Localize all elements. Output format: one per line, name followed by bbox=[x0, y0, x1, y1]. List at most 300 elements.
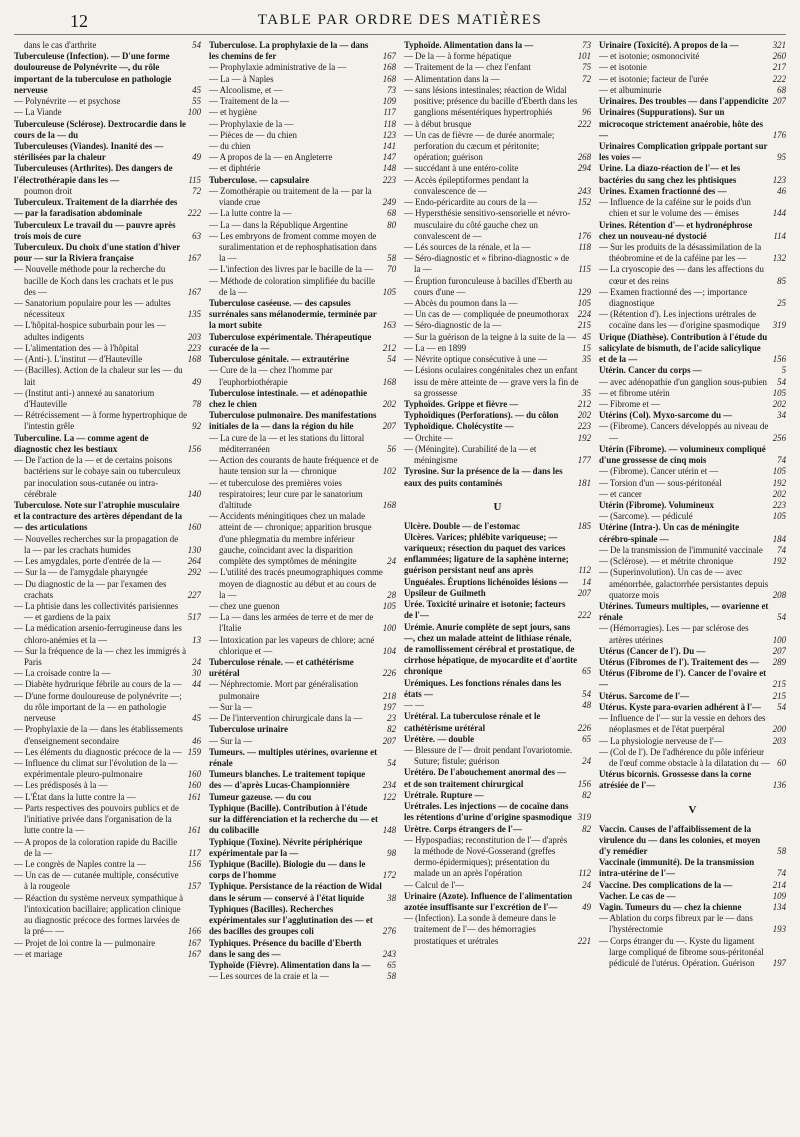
entry-text: — La médication arsenio-ferrugineuse dans les chloro-anémies et la — bbox=[14, 623, 182, 645]
index-entry bbox=[404, 521, 591, 532]
entry-text: — Éruption furonculeuse à bacilles d'Eberth au cours d'une — bbox=[404, 275, 573, 297]
index-entry bbox=[209, 567, 396, 601]
index-entry bbox=[14, 623, 201, 645]
entry-text: — Prophylaxie de la — bbox=[209, 118, 294, 129]
entry-text: — (Fibrome). Cancer utérin et — bbox=[599, 466, 719, 477]
entry-text: Utérus (Fibrome de l'). Cancer de l'ovaire et — bbox=[599, 668, 767, 690]
entry-text: — Les sources de la craie et la — bbox=[209, 971, 329, 982]
index-entry bbox=[209, 803, 396, 837]
index-entry bbox=[14, 938, 201, 949]
index-entry bbox=[404, 410, 591, 421]
entry-text: — Hypospadias; reconstitution de l'— d'après la méthode de Nové-Gosserand (greffes dermo-épidermiques); présentation du malade un an après l'opération bbox=[404, 834, 568, 879]
entry-text: — D'une forme douloureuse de polynévrite —; du rôle important de la — en pathologie nerveuse bbox=[14, 690, 182, 724]
index-entry bbox=[209, 208, 396, 219]
index-entry bbox=[14, 792, 201, 803]
entry-text: Tumeurs. — multiples utérines, ovarienne et rénale bbox=[209, 746, 378, 768]
entry-text: — De la transmission de l'immunité vaccinale bbox=[599, 544, 763, 555]
index-entry bbox=[404, 309, 591, 320]
entry-text: Tuberculose rénale. — et cathétérisme urétéral bbox=[209, 657, 354, 679]
entry-text: — et albuminurie bbox=[599, 84, 662, 95]
entry-page-ref: 118 bbox=[383, 118, 396, 129]
entry-text: Tuberculose urinaire bbox=[209, 724, 288, 735]
index-column-1 bbox=[14, 40, 201, 1125]
entry-text: — (Superinvolution). Un cas de — avec aménorrhée, galactorrhée persistantes depuis quatorze mois bbox=[599, 567, 769, 600]
index-entry bbox=[14, 837, 201, 859]
entry-page-ref: 109 bbox=[772, 890, 786, 901]
entry-page-ref: 100 bbox=[382, 623, 396, 634]
page-number: 12 bbox=[70, 11, 88, 31]
index-entry bbox=[404, 276, 591, 298]
index-entry bbox=[209, 938, 396, 960]
entry-text: — et diphtérie bbox=[209, 163, 261, 174]
entry-page-ref: 163 bbox=[382, 320, 396, 331]
entry-page-ref: 14 bbox=[582, 576, 591, 587]
entry-page-ref: 96 bbox=[582, 107, 591, 118]
index-entry bbox=[404, 891, 591, 913]
index-entry bbox=[14, 388, 201, 410]
entry-text: — Les embryons de froment comme moyen de suralimentation et de rephosphatisation dans la — bbox=[209, 230, 377, 264]
entry-text: Typhique (Bacille). Contribution à l'étude sur la différenciation et la recherche du — et du colibacille bbox=[209, 802, 378, 836]
index-entry bbox=[209, 388, 396, 410]
entry-text: — Prophylaxie de la — dans les établissements d'enseignement secondaire bbox=[14, 724, 183, 746]
index-entry bbox=[209, 724, 396, 735]
entry-text: — (Méningite). Curabilité de la — et méningisme bbox=[404, 443, 537, 466]
entry-text: — La phtisie dans les collectivités parisiennes — et gardiens de la paix bbox=[14, 600, 179, 623]
entry-page-ref: 177 bbox=[577, 455, 591, 466]
entry-text: — et isotonie; osmonocivité bbox=[599, 51, 700, 62]
entry-page-ref: 74 bbox=[777, 868, 786, 879]
entry-text: — Projet de loi contre la — pulmonaire bbox=[14, 937, 156, 948]
entry-text: — La cure de la — et les stations du littoral méditerranéen bbox=[209, 432, 365, 454]
entry-text: Urée. Toxicité urinaire et isotonie; facteurs de l'— bbox=[404, 599, 566, 621]
entry-page-ref: 147 bbox=[382, 152, 396, 163]
entry-text: — De la — à forme hépatique bbox=[404, 51, 512, 62]
entry-page-ref: 104 bbox=[382, 645, 396, 656]
entry-page-ref: 28 bbox=[387, 589, 396, 600]
entry-text: — Nouvelle méthode pour la recherche du bacille de Koch dans les crachats et le pus des — bbox=[14, 264, 174, 297]
entry-page-ref: 65 bbox=[582, 666, 591, 677]
index-entry bbox=[209, 736, 396, 747]
index-entry bbox=[14, 668, 201, 679]
entry-text: — Lésions oculaires congénitales chez un enfant issu de mère atteinte de — grave vers la fin de sa grossesse bbox=[404, 365, 579, 398]
entry-page-ref: 168 bbox=[382, 73, 396, 84]
entry-text: — (Fibrome). Cancers développés au niveau de — bbox=[599, 421, 769, 443]
entry-page-ref: 101 bbox=[577, 51, 591, 62]
index-entry bbox=[404, 588, 591, 599]
index-entry bbox=[404, 85, 591, 119]
entry-page-ref: 135 bbox=[187, 309, 201, 320]
entry-text: Typhique. Persistance de la réaction de Widal dans le sérum — conservé à l'état liquide bbox=[209, 881, 382, 903]
entry-text: — Sur les produits de la désassimilation de la théobromine et de la caféine par les — bbox=[599, 241, 762, 264]
entry-page-ref: 234 bbox=[382, 780, 396, 791]
index-entry bbox=[209, 511, 396, 567]
entry-page-ref: 82 bbox=[387, 724, 396, 735]
entry-page-ref: 123 bbox=[382, 129, 396, 140]
entry-page-ref: 223 bbox=[772, 499, 786, 510]
entry-text: — Sur la guérison de la teigne à la suite de la — bbox=[404, 331, 577, 342]
entry-text: — (Anti-). L'institut — d'Hauteville bbox=[14, 354, 143, 365]
index-entry bbox=[599, 936, 786, 970]
index-entry bbox=[599, 399, 786, 410]
entry-page-ref: 105 bbox=[382, 286, 396, 297]
entry-page-ref: 202 bbox=[577, 410, 591, 421]
entry-page-ref: 49 bbox=[192, 152, 201, 163]
index-entry bbox=[599, 365, 786, 376]
entry-page-ref: 72 bbox=[582, 73, 591, 84]
entry-page-ref: 105 bbox=[772, 387, 786, 398]
entry-page-ref: 117 bbox=[383, 107, 396, 118]
index-entry bbox=[404, 421, 591, 432]
index-entry bbox=[599, 747, 786, 769]
entry-page-ref: 192 bbox=[772, 556, 786, 567]
entry-page-ref: 44 bbox=[192, 679, 201, 690]
entry-page-ref: 5 bbox=[781, 365, 786, 376]
entry-page-ref: 249 bbox=[382, 197, 396, 208]
index-entry bbox=[599, 824, 786, 858]
section-letter: U bbox=[493, 500, 502, 513]
index-entry bbox=[404, 700, 591, 711]
index-entry bbox=[599, 377, 786, 388]
index-entry bbox=[599, 242, 786, 264]
entry-text: — succédant à une entéro-colite bbox=[404, 163, 519, 174]
entry-text: Vaccinale (immunité). De la transmission intra-utérine de l'— bbox=[599, 857, 755, 879]
index-entry bbox=[404, 824, 591, 835]
index-entry bbox=[404, 62, 591, 73]
index-columns bbox=[14, 40, 786, 1125]
entry-page-ref: 260 bbox=[772, 51, 786, 62]
entry-page-ref: 123 bbox=[772, 174, 786, 185]
index-entry bbox=[599, 891, 786, 902]
entry-page-ref: 25 bbox=[777, 298, 786, 309]
index-entry bbox=[209, 220, 396, 231]
index-entry bbox=[209, 40, 396, 62]
entry-text: — De l'action de la — et de certains poisons bactériens sur le cobaye sain ou tuberculeux par inoculation sous-cutanée ou intra-cérébrale bbox=[14, 455, 181, 499]
index-entry bbox=[404, 163, 591, 174]
entry-text: — sans lésions intestinales; réaction de Widal positive; présence du bacille d'Eberth dans les ganglions mésentériques hypertrophiés bbox=[404, 84, 578, 118]
entry-page-ref: 54 bbox=[192, 40, 201, 50]
index-entry bbox=[599, 332, 786, 366]
entry-text: — De l'intervention chirurgicale dans la — bbox=[209, 713, 363, 724]
entry-page-ref: 38 bbox=[387, 892, 396, 903]
entry-page-ref: 203 bbox=[187, 331, 201, 342]
entry-text: — A propos de la coloration rapide du Bacille de la — bbox=[14, 836, 178, 858]
entry-page-ref: 54 bbox=[387, 758, 396, 768]
entry-text: Tuberculeux. Du choix d'une station d'hiver pour — sur la Riviera française bbox=[14, 241, 181, 264]
index-entry bbox=[404, 622, 591, 678]
entry-page-ref: 168 bbox=[382, 62, 396, 73]
entry-text: Urique (Diathèse). Contribution à l'étude du salicylate de bismuth, de l'acide salicylique et de la — bbox=[599, 331, 768, 365]
index-entry bbox=[599, 545, 786, 556]
entry-text: — et fibrome utérin bbox=[599, 387, 670, 398]
entry-text: Typhique (Toxine). Névrite périphérique expérimentale par la — bbox=[209, 836, 363, 858]
entry-page-ref: 92 bbox=[192, 421, 201, 432]
index-entry bbox=[599, 197, 786, 219]
index-entry bbox=[599, 62, 786, 73]
entry-page-ref: 54 bbox=[777, 376, 786, 387]
entry-page-ref: 207 bbox=[577, 587, 591, 598]
entry-page-ref: 24 bbox=[582, 879, 591, 890]
entry-page-ref: 218 bbox=[382, 690, 396, 701]
index-entry bbox=[209, 152, 396, 163]
index-entry bbox=[209, 713, 396, 724]
index-entry bbox=[14, 724, 201, 746]
index-entry bbox=[404, 332, 591, 343]
entry-text: — Examen fractionné des —; importance diagnostique bbox=[599, 286, 748, 309]
entry-text: — La cryoscopie des — dans les affections du cœur et des reins bbox=[599, 264, 764, 286]
index-entry bbox=[209, 74, 396, 85]
index-entry bbox=[404, 399, 591, 410]
entry-page-ref: 30 bbox=[192, 668, 201, 679]
entry-text: Typhoïdique. Cholécystite — bbox=[404, 421, 514, 432]
entry-text: — L'alimentation des — à l'hôpital bbox=[14, 342, 139, 353]
entry-text: — La — dans les armées de terre et de mer de l'Italie bbox=[209, 612, 374, 634]
entry-page-ref: 202 bbox=[772, 399, 786, 409]
entry-text: Tuberculose caséeuse. — des capsules surrénales sans mélanodermie, terminée par la mort subite bbox=[209, 298, 377, 331]
entry-page-ref: 226 bbox=[382, 668, 396, 679]
entry-page-ref: 68 bbox=[777, 84, 786, 95]
entry-text: — Corps étranger du —. Kyste du ligament large compliqué de fibrome sous-péritonéal pédiculé de l'utérus. Opération. Guérison bbox=[599, 935, 764, 969]
entry-text: — Sur la — de l'amygdale pharyngée bbox=[14, 567, 148, 578]
entry-text: — Influence de la caféine sur le poids d'un chien et sur le volume des — émises bbox=[599, 197, 751, 219]
entry-page-ref: 58 bbox=[777, 845, 786, 856]
entry-text: Utérus bicornis. Grossesse dans la corne atrésiée de l'— bbox=[599, 769, 752, 791]
entry-text: — Sur la — bbox=[209, 735, 253, 746]
index-entry bbox=[14, 220, 201, 242]
index-entry bbox=[599, 880, 786, 891]
entry-page-ref: 24 bbox=[192, 657, 201, 668]
index-entry bbox=[209, 96, 396, 107]
section-letter: V bbox=[688, 803, 697, 816]
entry-page-ref: 212 bbox=[382, 342, 396, 353]
entry-page-ref: 49 bbox=[582, 902, 591, 913]
entry-page-ref: 256 bbox=[772, 432, 786, 443]
entry-text: poumon droit bbox=[24, 185, 73, 196]
index-entry bbox=[599, 567, 786, 601]
entry-page-ref: 167 bbox=[187, 937, 201, 948]
index-entry bbox=[599, 522, 786, 544]
entry-page-ref: 227 bbox=[187, 589, 201, 600]
entry-text: — et isotonie bbox=[599, 62, 647, 73]
entry-page-ref: 215 bbox=[772, 690, 786, 701]
entry-text: — Séro-diagnostic de la — bbox=[404, 320, 502, 331]
entry-text: — Un cas de — compliquée de pneumothorax bbox=[404, 309, 569, 320]
entry-page-ref: 105 bbox=[772, 466, 786, 477]
index-entry bbox=[209, 410, 396, 432]
index-entry bbox=[209, 175, 396, 186]
entry-page-ref: 122 bbox=[382, 791, 396, 802]
index-entry bbox=[14, 567, 201, 578]
index-entry bbox=[599, 388, 786, 399]
index-entry bbox=[209, 792, 396, 803]
index-entry bbox=[404, 51, 591, 62]
entry-text: — La — à Naples bbox=[209, 73, 274, 84]
index-entry bbox=[404, 298, 591, 309]
index-entry bbox=[599, 601, 786, 623]
index-entry bbox=[209, 276, 396, 298]
entry-text: Utérin. Cancer du corps — bbox=[599, 365, 702, 376]
entry-page-ref: 161 bbox=[187, 825, 201, 836]
index-entry bbox=[14, 119, 201, 141]
entry-text: — (Sarcome). — pédiculé bbox=[599, 511, 693, 522]
entry-text: — et cancer bbox=[599, 488, 642, 499]
entry-page-ref: 75 bbox=[582, 62, 591, 73]
index-entry bbox=[599, 691, 786, 702]
index-entry bbox=[209, 119, 396, 130]
index-entry bbox=[599, 511, 786, 522]
entry-page-ref: 115 bbox=[188, 174, 201, 185]
entry-text: — La physiologie nerveuse de l'— bbox=[599, 735, 723, 746]
entry-page-ref: 148 bbox=[382, 825, 396, 836]
entry-page-ref: 160 bbox=[187, 780, 201, 791]
entry-text: Utérus (Cancer de l'). Du — bbox=[599, 645, 706, 656]
entry-page-ref: 68 bbox=[387, 208, 396, 219]
entry-text: — Traitement de la — chez l'enfant bbox=[404, 62, 531, 73]
index-entry bbox=[404, 532, 591, 577]
entry-page-ref: 221 bbox=[577, 935, 591, 946]
index-entry bbox=[14, 354, 201, 365]
entry-page-ref: 132 bbox=[772, 253, 786, 264]
entry-page-ref: 144 bbox=[772, 208, 786, 219]
index-entry bbox=[599, 857, 786, 879]
entry-text: — Du diagnostic de la — par l'examen des crachats bbox=[14, 578, 167, 600]
index-entry bbox=[599, 444, 786, 466]
entry-text: — et hygiène bbox=[209, 107, 257, 118]
entry-page-ref: 112 bbox=[578, 565, 591, 576]
entry-text: Tuberculeuse (Sclérose). Dextrocardie dans le cours de la — du bbox=[14, 118, 186, 140]
entry-text: — Le congrès de Naples contre la — bbox=[14, 858, 146, 869]
index-entry bbox=[209, 859, 396, 881]
entry-text: — avec adénopathie d'un ganglion sous-pubien bbox=[599, 376, 767, 387]
entry-text: — Influence de l'— sur la vessie en dehors des néoplasmes et de l'état puerpéral bbox=[599, 713, 766, 735]
entry-text: Utérines. Tumeurs multiples, — ovarienne et rénale bbox=[599, 600, 769, 623]
index-entry bbox=[209, 904, 396, 938]
entry-page-ref: 74 bbox=[777, 455, 786, 466]
entry-page-ref: 156 bbox=[772, 354, 786, 365]
entry-page-ref: 54 bbox=[777, 612, 786, 623]
entry-page-ref: 203 bbox=[772, 735, 786, 746]
index-entry bbox=[14, 40, 201, 51]
entry-text: Urétéro. De l'abouchement anormal des — et de son traitement chirurgical bbox=[404, 767, 567, 789]
entry-text: Urinaires (Suppurations). Sur un microcoque strictement anaérobie, hôte des — bbox=[599, 107, 764, 140]
entry-page-ref: 34 bbox=[777, 410, 786, 421]
entry-text: — (Bacilles). Action de la chaleur sur les — du lait bbox=[14, 365, 183, 387]
entry-page-ref: 45 bbox=[582, 331, 591, 342]
entry-text: — (Sclérose). — et métrite chronique bbox=[599, 556, 734, 567]
entry-page-ref: 24 bbox=[582, 756, 591, 767]
entry-text: Ulcère. Double — de l'estomac bbox=[404, 520, 520, 531]
entry-text: Vacher. Le cas de — bbox=[599, 890, 676, 901]
entry-text: Utérus. Kyste para-ovarien adhérent à l'— bbox=[599, 701, 762, 712]
entry-text: — Endo-péricardite au cours de la — bbox=[404, 197, 538, 208]
index-entry bbox=[14, 601, 201, 623]
index-entry bbox=[404, 242, 591, 253]
index-entry bbox=[404, 577, 591, 588]
index-entry bbox=[14, 343, 201, 354]
index-entry bbox=[209, 455, 396, 477]
index-entry bbox=[14, 679, 201, 690]
entry-page-ref: 176 bbox=[577, 230, 591, 241]
index-entry bbox=[404, 767, 591, 789]
entry-text: — Polynévrite — et psychose bbox=[14, 96, 121, 107]
index-entry bbox=[209, 141, 396, 152]
index-entry bbox=[14, 500, 201, 534]
index-entry bbox=[599, 478, 786, 489]
entry-page-ref: 172 bbox=[382, 870, 396, 881]
index-entry bbox=[599, 646, 786, 657]
index-entry bbox=[209, 365, 396, 387]
entry-page-ref: 166 bbox=[187, 926, 201, 937]
entry-page-ref: 136 bbox=[772, 780, 786, 791]
entry-page-ref: 118 bbox=[578, 241, 591, 252]
entry-text: — Calcul de l'— bbox=[404, 879, 465, 890]
entry-page-ref: 223 bbox=[577, 421, 591, 432]
entry-page-ref: 167 bbox=[382, 51, 396, 62]
entry-page-ref: 58 bbox=[387, 971, 396, 982]
entry-text: Tuberculose. La prophylaxie de la — dans les chemins de fer bbox=[209, 40, 369, 62]
index-entry bbox=[209, 881, 396, 903]
entry-text: — Orchite — bbox=[404, 432, 453, 443]
entry-text: — Sur la fréquence de la — chez les immigrés à Paris bbox=[14, 645, 187, 668]
entry-page-ref: 55 bbox=[192, 96, 201, 107]
entry-text: Urétrale. Rupture — bbox=[404, 789, 484, 800]
entry-text: Tuberculose. — capsulaire bbox=[209, 174, 310, 185]
entry-text: — Fibrome et — bbox=[599, 399, 660, 409]
entry-text: — Lés sources de la rénale, et la — bbox=[404, 241, 531, 252]
entry-page-ref: 184 bbox=[772, 533, 786, 544]
index-entry bbox=[404, 835, 591, 880]
entry-page-ref: 45 bbox=[192, 713, 201, 724]
index-entry bbox=[14, 870, 201, 892]
index-entry bbox=[599, 85, 786, 96]
entry-page-ref: 160 bbox=[187, 769, 201, 780]
entry-text: Urines. Examen fractionné des — bbox=[599, 185, 727, 196]
index-entry bbox=[404, 466, 591, 488]
entry-page-ref: 74 bbox=[777, 544, 786, 555]
entry-text: Urinaire (Toxicité). A propos de la — bbox=[599, 40, 739, 50]
entry-text: — Blessure de l'— droit pendant l'ovariotomie. Suture; fistule; guérison bbox=[404, 744, 573, 767]
entry-text: — Abcès du poumon dans la — bbox=[404, 298, 518, 309]
index-entry bbox=[209, 478, 396, 512]
entry-text: — et mariage bbox=[14, 948, 63, 959]
entry-page-ref: 243 bbox=[382, 948, 396, 959]
entry-text: — chez une guenon bbox=[209, 600, 280, 611]
entry-page-ref: 157 bbox=[187, 881, 201, 892]
entry-text: Urétéral. La tuberculose rénale et le cathétérisme urétéral bbox=[404, 711, 541, 733]
index-entry bbox=[209, 186, 396, 208]
entry-text: Vagin. Tumeurs du — chez la chienne bbox=[599, 902, 742, 913]
entry-text: — Zomothérapie ou traitement de la — par la viande crue bbox=[209, 185, 372, 208]
entry-page-ref: 319 bbox=[577, 812, 591, 823]
index-entry bbox=[599, 40, 786, 51]
index-entry bbox=[14, 455, 201, 500]
index-entry bbox=[14, 579, 201, 601]
index-entry bbox=[209, 298, 396, 332]
entry-text: Upsileur de Guilmeth bbox=[404, 587, 486, 598]
index-entry bbox=[14, 534, 201, 556]
entry-page-ref: 13 bbox=[192, 634, 201, 645]
index-entry bbox=[404, 130, 591, 164]
entry-page-ref: 23 bbox=[387, 713, 396, 724]
index-entry bbox=[404, 880, 591, 891]
index-entry bbox=[209, 85, 396, 96]
index-entry bbox=[14, 691, 201, 725]
entry-text: — du chien bbox=[209, 140, 251, 151]
entry-text: — Nouvelles recherches sur la propagation de la — par les crachats humides bbox=[14, 533, 179, 555]
entry-page-ref: 224 bbox=[577, 309, 591, 320]
entry-text: Urines. Rétention d'— et hydronéphrose chez un nouveau-né dystocié bbox=[599, 219, 753, 241]
entry-page-ref: 156 bbox=[187, 443, 201, 454]
entry-page-ref: 214 bbox=[772, 879, 786, 890]
